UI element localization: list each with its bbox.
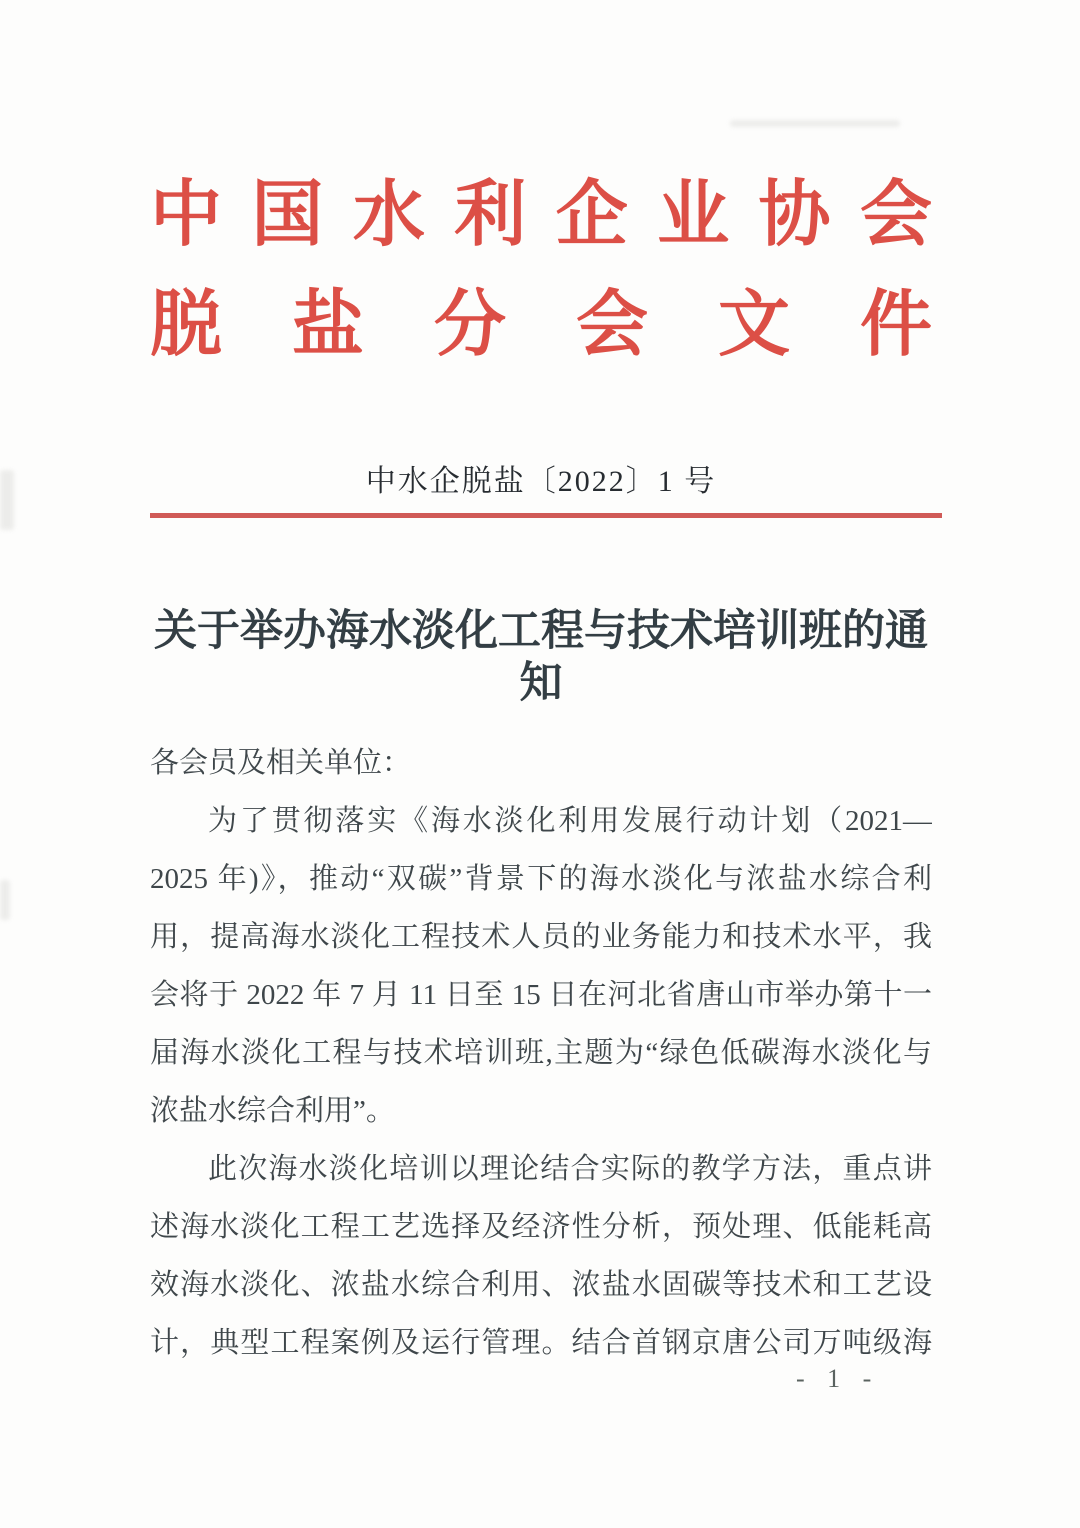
paragraph-2-line-1: 此次海水淡化培训以理论结合实际的教学方法，重点讲	[208, 1153, 932, 1185]
scan-artifact	[730, 120, 900, 127]
paragraph-1-line-6: 浓盐水综合利用”。	[150, 1095, 395, 1127]
paragraph-2-line-3: 效海水淡化、浓盐水综合利用、浓盐水固碳等技术和工艺设	[150, 1269, 932, 1301]
paragraph-2-line-4: 计，典型工程案例及运行管理。结合首钢京唐公司万吨级海	[150, 1327, 932, 1359]
org-name-line-2: 脱盐分会文件	[150, 285, 932, 365]
paragraph-1-line-3: 用，提高海水淡化工程技术人员的业务能力和技术水平，我	[150, 921, 932, 953]
document-number: 中水企脱盐〔2022〕1 号	[365, 465, 717, 498]
red-divider-line	[150, 513, 942, 518]
org-name-line-1: 中国水利企业协会	[150, 175, 932, 255]
scan-artifact	[0, 880, 10, 920]
paragraph-1-line-1: 为了贯彻落实《海水淡化利用发展行动计划（2021—	[208, 805, 932, 837]
scan-artifact	[0, 470, 14, 530]
salutation-line: 各会员及相关单位：	[150, 747, 412, 779]
document-body	[150, 734, 932, 1372]
paragraph-1-line-2: 2025 年)》，推动“双碳”背景下的海水淡化与浓盐水综合利	[150, 863, 932, 895]
paragraph-1-line-5: 届海水淡化工程与技术培训班,主题为“绿色低碳海水淡化与	[150, 1037, 932, 1069]
paragraph-1-line-4: 会将于 2022 年 7 月 11 日至 15 日在河北省唐山市举办第十一	[150, 979, 932, 1011]
document-title: 关于举办海水淡化工程与技术培训班的通知	[154, 608, 928, 707]
page-number: - 1 -	[796, 1364, 878, 1393]
paragraph-2-line-2: 述海水淡化工程工艺选择及经济性分析，预处理、低能耗高	[150, 1211, 932, 1243]
